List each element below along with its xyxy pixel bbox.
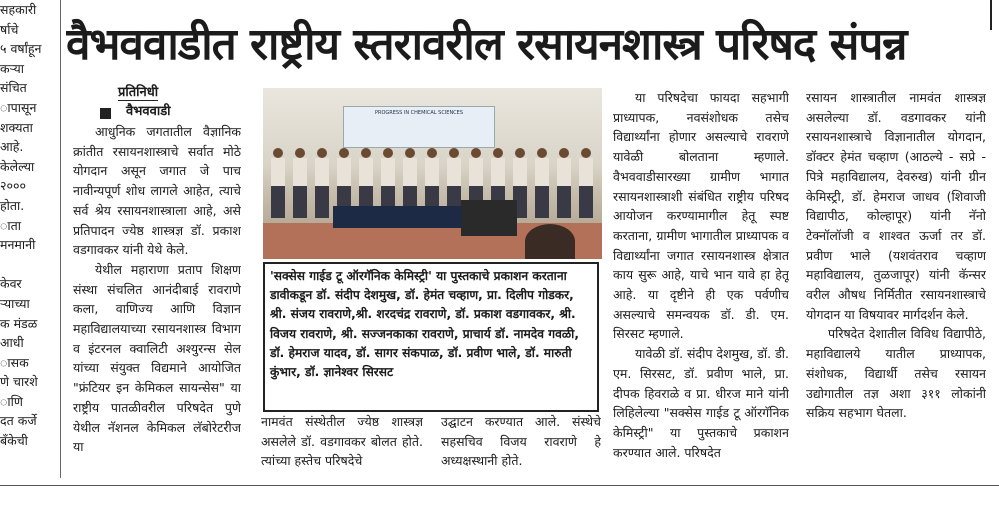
adjacent-line: आधी (0, 335, 24, 351)
event-photo (263, 88, 602, 259)
page-bottom-rule (0, 485, 999, 486)
article-column-6 (806, 88, 986, 480)
adjacent-line: २००० (0, 178, 27, 194)
dateline: वैभववाडी (126, 104, 171, 119)
adjacent-line: णे चारशे (0, 374, 38, 390)
audience-head (525, 224, 575, 259)
article-column-5 (613, 88, 789, 480)
paragraph: परिषदेत देशातील विविध विद्यापीठे, महाविद्यालये यातील प्राध्यापक, संशोधक, विद्यार्थी तसेच रसायन उद्योगातील तज्ञ अशा ३११ लोकांनी सक्रिय सहभाग घेतला. (806, 326, 986, 421)
adjacent-line: संचित (0, 80, 27, 96)
adjacent-line: केलेल्या (0, 158, 35, 174)
adjacent-line: होता. (0, 197, 25, 213)
dateline-bullet-icon (100, 108, 111, 119)
adjacent-line: ापासून (0, 99, 37, 115)
adjacent-line: क मंडळ (0, 315, 38, 331)
adjacent-line: आहे. (0, 139, 24, 155)
paragraph: या परिषदेचा फायदा सहभागी प्राध्यापक, नवसंशोधक तसेच विद्यार्थ्यांना होणार असल्याचे रावराणे यावेळी बोलताना म्हणाले. वैभववाडीसारख्या ग्रामीण भागात रसायनशास्त्राशी संबंधित राष्ट्रीय परिषद आयोजन करण्यामागील हेतू स्पष्ट करताना, ग्रामीण भागातील प्राध्यापक व विद्यार्थ्यांना जगात रसायनशास्त्र क्षेत्रात काय सुरू आहे, याचे भान यावे हा हेतू आहे. या दृष्टीने ही एक पर्वणीच असल्याचे समन्वयक डॉ. डी. एम. सिरसट म्हणाले. (613, 90, 789, 342)
paragraph: येथील महाराणा प्रताप शिक्षण संस्था संचलित आनंदीबाई रावराणे कला, वाणिज्य आणि विज्ञान महाविद्यालयाच्या रसायनशास्त्र विभाग व इंटरनल क्वालिटी अश्युरन्स सेल यांच्या संयुक्त विद्यमाने आयोजित "फ्रंटियर इन केमिकल सायन्सेस" या राष्ट्रीय पातळीवरील परिषदेत पुणे येथील नॅशनल केमिकल लॅबोरेटरीज या (73, 261, 241, 455)
adjacent-line: मनमानी (0, 237, 36, 253)
adjacent-article-column (0, 0, 57, 478)
column-divider (60, 0, 61, 478)
adjacent-line: ऱ्याच्या (0, 295, 30, 311)
article-column-3: नामवंत संस्थेतील ज्येष्ठ शास्त्रज्ञ असलेले डॉ. वडगावकर बोलत होते. त्यांच्या हस्तेच परिषदेचे (261, 414, 423, 469)
paragraph: रसायन शास्त्रातील नामवंत शास्त्रज्ञ असलेल्या डॉ. वडगावकर यांनी रसायनशास्त्राचे विज्ञानातील योगदान, डॉक्टर हेमंत चव्हाण (आठल्ये - सप्रे - पित्रे महाविद्यालय, देवरुख) यांनी ग्रीन केमिस्ट्री, डॉ. हेमराज जाधव (शिवाजी विद्यापीठ, कोल्हापूर) यांनी नॅनो टेक्नॉलॉजी व शाश्वत ऊर्जा तर डॉ. प्रवीण भाले (यशवंतराव चव्हाण महाविद्यालय, तुळजापूर) यांनी कॅन्सर वरील औषध निर्मितीत रसायनशास्त्राचे योगदान या विषयावर मार्गदर्शन केले. (806, 90, 986, 322)
adjacent-line: दत कर्जे (0, 413, 37, 429)
person-figure (579, 148, 593, 218)
adjacent-line: बँकेची (0, 433, 28, 449)
paragraph: आधुनिक जगतातील वैज्ञानिक क्रांतीत रसायनशास्त्राचे सर्वात मोठे योगदान असून जगात जे पाच नावीन्यपूर्ण शोध लागले आहेत, त्याचे सर्व श्रेय रसायनशास्त्राला आहे, असे प्रतिपादन ज्येष्ठ शास्त्रज्ञ डॉ. प्रकाश वडगावकर यांनी येथे केले. (73, 124, 241, 258)
adjacent-line: केवर (0, 276, 22, 292)
podium (461, 200, 517, 236)
person-figure (557, 148, 571, 218)
article-column-1 (73, 122, 241, 482)
adjacent-line: ५ वर्षांहून (0, 41, 42, 57)
adjacent-line: कऱ्या (0, 60, 24, 76)
article-headline: वैभववाडीत राष्ट्रीय स्तरावरील रसायनशास्त्र परिषद संपन्न (66, 19, 907, 70)
adjacent-line (0, 255, 57, 275)
article-column-4: उद्घाटन करण्यात आले. संस्थेचे सहसचिव विजय रावराणे हे अध्यक्षस्थानी होते. (441, 414, 601, 469)
adjacent-line: ासक (0, 354, 29, 370)
person-figure (271, 148, 285, 218)
byline-text: प्रतिनिधी (118, 85, 159, 100)
photo-caption: 'सक्सेस गाईड टू ऑरगॅनिक केमिस्ट्री' या पुस्तकाचे प्रकाशन करताना डावीकडून डॉ. संदीप देशमुख, डॉ. हेमंत चव्हाण, प्रा. दिलीप गोडकर, श्री. संजय रावराणे,श्री. शरदचंद्र रावराणे, डॉ. प्रकाश वडगावकर, श्री. विजय रावराणे, श्री. सज्जनकाका रावराणे, प्राचार्य डॉ. नामदेव गवळी, डॉ. हेमराज यादव, डॉ. सागर संकपाळ, डॉ. प्रवीण भाले, डॉ. मारुती कुंभार, डॉ. ज्ञानेश्वर सिरसट (263, 262, 599, 412)
adjacent-line: शक्यता (0, 119, 33, 135)
adjacent-line: र्षाचे (0, 21, 19, 37)
person-figure (315, 148, 329, 218)
conference-banner (343, 106, 495, 148)
person-figure (293, 148, 307, 218)
adjacent-line: ाणि (0, 393, 23, 409)
person-figure (535, 148, 549, 218)
byline (118, 84, 158, 102)
adjacent-line: सहकारी (0, 2, 37, 17)
banner-text: PROGRESS IN CHEMICAL SCIENCES (374, 110, 464, 116)
paragraph: यावेळी डॉ. संदीप देशमुख, डॉ. डी. एम. सिरसट, डॉ. प्रवीण भाले, प्रा. दीपक हिवराळे व प्रा. धीरज माने यांनी लिहिलेल्या "सक्सेस गाईड टू ऑरगॅनिक केमिस्ट्री" या पुस्तकाचे प्रकाशन करण्यात आले. परिषदेत (613, 346, 789, 460)
adjacent-line: ाता (0, 217, 22, 233)
